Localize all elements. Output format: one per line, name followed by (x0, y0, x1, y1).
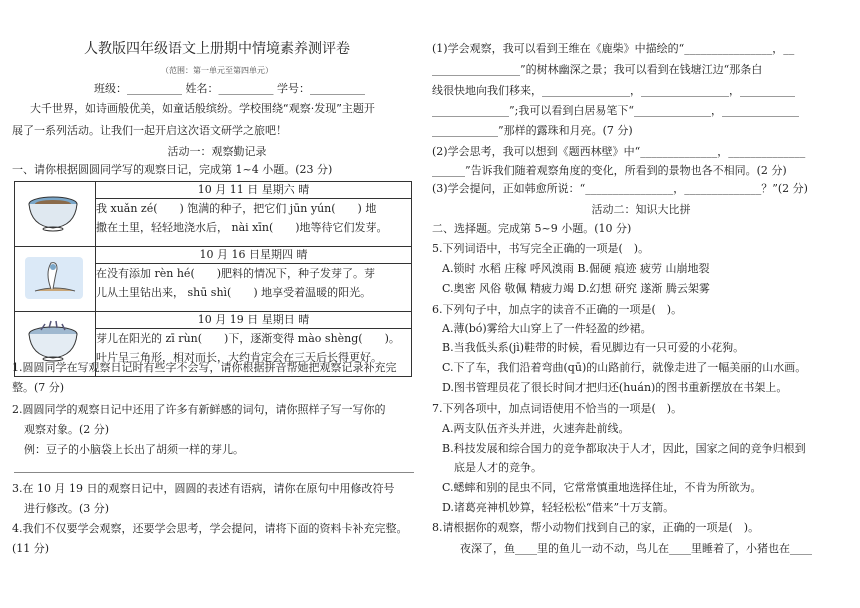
question-7: 7.下列各项中，加点词语使用不恰当的一项是( )。 (432, 402, 683, 415)
fill-2-line-1: (2)学会思考，我可以想到《题西林壁》中“______________，______________ (432, 145, 806, 158)
diary-entry-2-line-1: 在没有添加 rèn hé( )肥料的情况下，种子发芽了。芽 (96, 267, 376, 280)
fill-1-line-2: ________________”的树林幽深之景；我可以看到在钱塘江边“那条白 (432, 63, 763, 76)
question-6: 6.下列句子中，加点字的读音不正确的一项是( )。 (432, 303, 683, 316)
question-5-options-cd: C.奥密 风俗 敬佩 精疲力竭 D.幻想 研究 遂渐 腾云架雾 (442, 282, 710, 295)
question-8: 8.请根据你的观察，帮小动物们找到自己的家，正确的一项是( )。 (432, 521, 760, 534)
question-2-line-2: 观察对象。(2 分) (24, 423, 110, 436)
fill-1-line-5: ____________”那样的露珠和月亮。(7 分) (432, 124, 633, 137)
question-3-line-2: 进行修改。(3 分) (24, 502, 110, 515)
answer-line[interactable] (14, 472, 414, 473)
question-7-option-c: C.蟋蟀和别的昆虫不同，它常常慎重地选择住址，不肯为所欲为。 (442, 481, 762, 494)
question-6-option-c: C.下了车，我们沿着弯曲(qū)的山路前行，就像走进了一幅美丽的山水画。 (442, 361, 807, 374)
question-7-option-a: A.两支队伍齐头并进，火速奔赴前线。 (442, 422, 630, 435)
diary-date-3: 10 月 19 日 星期日 晴 (96, 312, 412, 329)
activity-two-heading: 活动二：知识大比拼 (591, 203, 691, 216)
diary-entry-3-line-1: 芽儿在阳光的 zī rùn( )下，逐渐变得 mào shèng( )。 (96, 332, 400, 345)
question-7-option-b-line-1: B.科技发展和综合国力的竞争都取决于人才，因此，国家之间的竞争归根到 (442, 442, 806, 455)
question-6-option-d: D.图书管理员花了很长时间才把归还(huán)的图书重新摆放在书架上。 (442, 381, 788, 394)
question-4-line-1: 4.我们不仅要学会观察，还要学会思考，学会提问，请将下面的资料卡补充完整。 (12, 522, 408, 535)
question-1-line-1: 1.圆圆同学在写观察日记时有些字不会写，请你根据拼音帮她把观察记录补充完 (12, 361, 397, 374)
question-5: 5.下列词语中，书写完全正确的一项是( )。 (432, 242, 650, 255)
diary-entry-1-line-2: 撒在土里，轻轻地浇水后， nài xīn( )地等待它们发芽。 (96, 221, 388, 234)
exam-scope: （范围：第一单元至第四单元） (161, 66, 273, 75)
diary-entry-1 (96, 199, 412, 247)
diary-date-1: 10 月 11 日 星期六 晴 (96, 182, 412, 199)
student-info-line: 班级：__________ 姓名：__________ 学号：__________ (94, 82, 365, 95)
diary-entry-2 (96, 264, 412, 312)
activity-one-heading: 活动一：观察勤记录 (167, 145, 267, 158)
sprout-icon (15, 247, 95, 308)
fill-1-line-4: ______________”;我可以看到白居易笔下“______________，______________ (432, 104, 799, 117)
section-two-heading: 二、选择题。完成第 5~9 小题。(10 分) (432, 222, 632, 235)
question-1-line-2: 整。(7 分) (12, 381, 65, 394)
intro-line-1: 大千世界，如诗画般优美，如童话般缤纷。学校围绕“观察·发现”主题开 (30, 102, 375, 115)
fill-1-line-1: (1)学会观察，我可以看到王维在《鹿柴》中描绘的“________________，__ (432, 42, 795, 55)
question-3-line-1: 3.在 10 月 19 日的观察日记中，圆圆的表述有语病，请你在原句中用修改符号 (12, 482, 395, 495)
diary-entry-3-line-2: 叶片呈三角形，相对而长，大约肯定会在三天后长得更好。 (96, 351, 382, 364)
section-one-heading: 一、请你根据圆圆同学写的观察日记，完成第 1~4 小题。(23 分) (12, 163, 333, 176)
page-title: 人教版四年级语文上册期中情境素养测评卷 (84, 41, 350, 57)
question-6-option-a: A.薄(bó)雾给大山穿上了一件轻盈的纱裙。 (442, 322, 652, 335)
question-2-line-1: 2.圆圆同学的观察日记中还用了许多有新鲜感的词句，请你照样子写一写你的 (12, 403, 386, 416)
fill-1-line-3: 线很快地向我们移来，________________，________________，__________ (432, 84, 795, 97)
diary-image-1 (15, 182, 96, 247)
diary-image-2 (15, 247, 96, 312)
question-6-option-b: B.当我低头系(jì)鞋带的时候，看见脚边有一只可爱的小花狗。 (442, 341, 745, 354)
question-4-line-2: (11 分) (12, 542, 50, 555)
diary-date-2: 10 月 16 日星期四 晴 (96, 247, 412, 264)
fill-3-line: (3)学会提问，正如韩愈所说：“________________，______________？”(2 分) (432, 182, 808, 195)
question-7-option-b-line-2: 底是人才的竞争。 (454, 461, 542, 474)
question-7-option-d: D.诸葛亮神机妙算，轻轻松松“借来”十万支箭。 (442, 501, 675, 514)
question-5-options-ab: A.锁时 水稻 庄稼 呼风溴雨 B.倔硬 痕迹 疲劳 山崩地裂 (442, 262, 710, 275)
diary-entry-2-line-2: 儿从土里钻出来， shū shì( ) 地享受着温暖的阳光。 (96, 286, 372, 299)
intro-line-2: 展了一系列活动。让我们一起开启这次语文研学之旅吧！ (12, 124, 287, 137)
diary-entry-1-line-1: 我 xuǎn zé( ) 饱满的种子，把它们 jūn yún( ) 地 (96, 202, 377, 215)
fill-2-line-2: ______”告诉我们随着观察角度的变化，所看到的景物也各不相同。(2 分) (432, 164, 787, 177)
question-8-passage: 夜深了，鱼____里的鱼儿一动不动，鸟儿在____里睡着了，小猪也在____ (460, 542, 812, 555)
observation-diary-table (14, 181, 412, 377)
seed-bowl-icon (15, 182, 95, 243)
question-2-example: 例：豆子的小脑袋上长出了胡须一样的芽儿。 (24, 443, 244, 456)
